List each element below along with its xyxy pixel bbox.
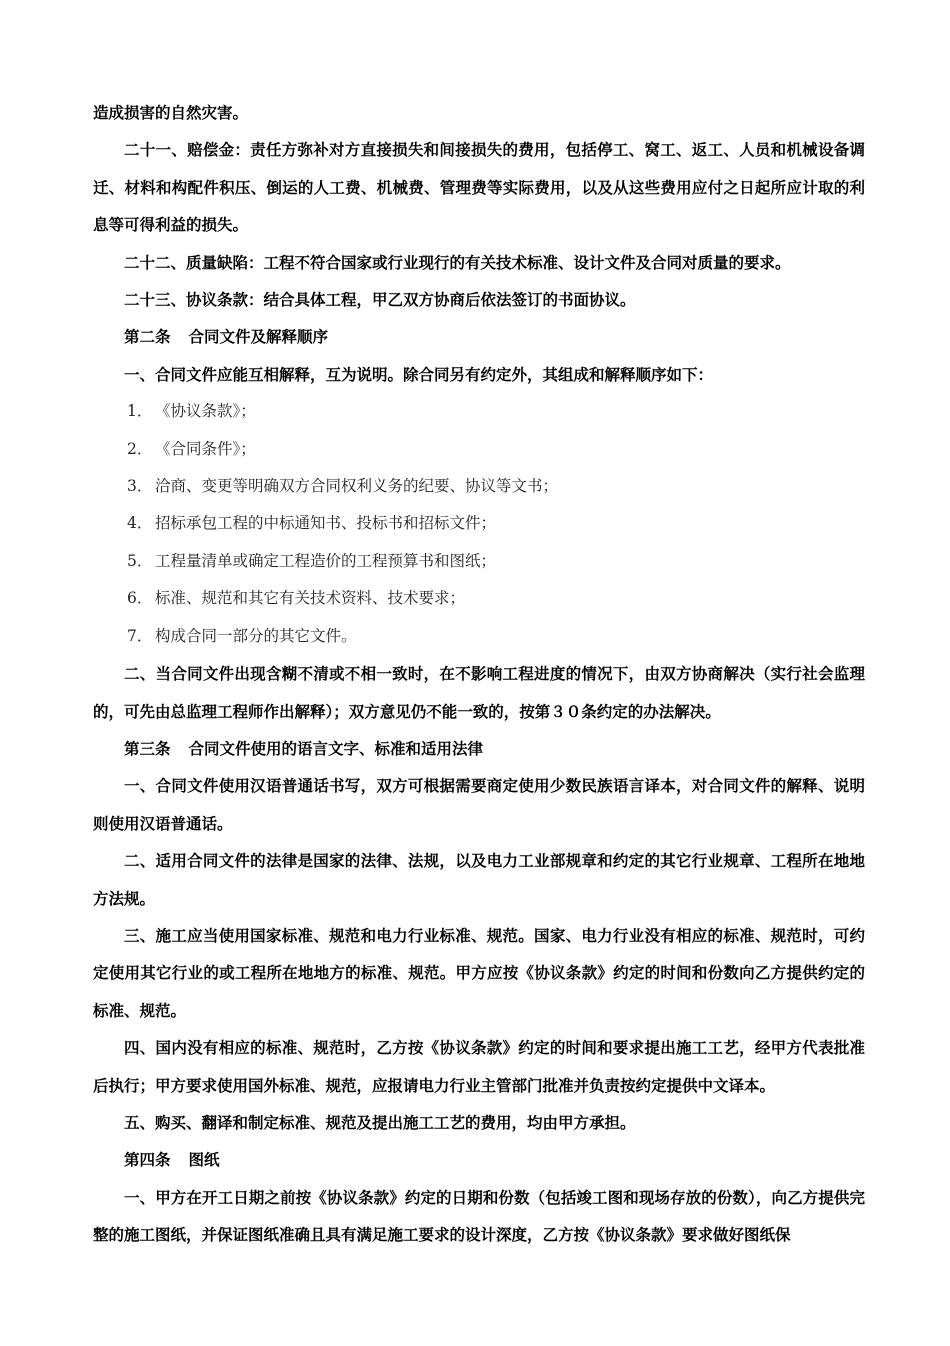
list-item-number: 3． bbox=[127, 477, 153, 496]
article-4-clause-1: 一、甲方在开工日期之前按《协议条款》约定的日期和份数（包括竣工图和现场存放的份数），向乙方提供完整的施工图纸，并保证图纸准确且具有满足施工要求的设计深度，乙方按《协议条款》要求做好图纸保 bbox=[93, 1187, 865, 1245]
list-item-text: 标准、规范和其它有关技术资料、技术要求； bbox=[155, 589, 466, 608]
article-4-heading bbox=[93, 1141, 865, 1178]
list-item bbox=[93, 393, 865, 430]
list-item-number: 4． bbox=[127, 514, 153, 533]
article-3-clause-3: 三、施工应当使用国家标准、规范和电力行业标准、规范。国家、电力行业没有相应的标准、规范时，可约定使用其它行业的或工程所在地地方的标准、规范。甲方应按《协议条款》约定的时间和份数向乙方提供约定的标准、规范。 bbox=[93, 925, 865, 1020]
list-item-number: 1． bbox=[127, 402, 153, 421]
article-2-title: 合同文件及解释顺序 bbox=[188, 327, 329, 347]
article-3-clause-4: 四、国内没有相应的标准、规范时，乙方按《协议条款》约定的时间和要求提出施工工艺，经甲方代表批准后执行；甲方要求使用国外标准、规范，应报请电力行业主管部门批准并负责按约定提供中文译本。 bbox=[93, 1038, 865, 1095]
list-item-number: 5． bbox=[127, 551, 153, 570]
article-4-title: 图纸 bbox=[188, 1150, 220, 1170]
article-3-clause-2: 二、适用合同文件的法律是国家的法律、法规，以及电力工业部规章和约定的其它行业规章、工程所在地地方法规。 bbox=[93, 851, 865, 908]
list-item-number: 7． bbox=[127, 626, 153, 645]
article-3-heading bbox=[93, 730, 865, 767]
list-item bbox=[93, 618, 865, 655]
article-2-heading bbox=[93, 318, 865, 355]
list-item bbox=[93, 431, 865, 468]
list-item bbox=[93, 468, 865, 505]
list-item bbox=[93, 580, 865, 617]
article-2-number: 第二条 bbox=[124, 327, 171, 347]
article-3-clause-1: 一、合同文件使用汉语普通话书写，双方可根据需要商定使用少数民族语言译本，对合同文件的解释、说明则使用汉语普通话。 bbox=[93, 776, 865, 833]
list-item-number: 6． bbox=[127, 589, 153, 608]
document-body bbox=[93, 94, 865, 1254]
list-item bbox=[93, 505, 865, 542]
article-2-clause-1: 一、合同文件应能互相解释，互为说明。除合同另有约定外，其组成和解释顺序如下： bbox=[124, 364, 714, 384]
paragraph-natural-disaster-tail: 造成损害的自然灾害。 bbox=[93, 103, 249, 122]
list-item-text: 工程量清单或确定工程造价的工程预算书和图纸； bbox=[155, 551, 497, 570]
article-3-clause-5: 五、购买、翻译和制定标准、规范及提出施工工艺的费用，均由甲方承担。 bbox=[124, 1112, 636, 1132]
paragraph-compensation: 二十一、赔偿金：责任方弥补对方直接损失和间接损失的费用，包括停工、窝工、返工、人员和机械设备调迁、材料和构配件积压、倒运的人工费、机械费、管理费等实际费用，以及从这些费用应付之日起所应计取的利息等可得利益的损失。 bbox=[93, 140, 865, 235]
paragraph-quality-defect: 二十二、质量缺陷：工程不符合国家或行业现行的有关技术标准、设计文件及合同对质量的要求。 bbox=[124, 252, 791, 272]
article-3-number: 第三条 bbox=[124, 738, 171, 758]
list-item-text: 《合同条件》； bbox=[155, 439, 256, 458]
list-item-text: 《协议条款》； bbox=[155, 402, 256, 421]
list-item-text: 招标承包工程的中标通知书、投标书和招标文件； bbox=[155, 514, 497, 533]
list-item-number: 2． bbox=[127, 439, 153, 458]
article-2-clause-2: 二、当合同文件出现含糊不清或不相一致时，在不影响工程进度的情况下，由双方协商解决（实行社会监理的，可先由总监理工程师作出解释）；双方意见仍不能一致的，按第３０条约定的办法解决。 bbox=[93, 664, 865, 721]
article-4-number: 第四条 bbox=[124, 1150, 171, 1170]
list-item-text: 洽商、变更等明确双方合同权利义务的纪要、协议等文书； bbox=[155, 477, 559, 496]
list-item bbox=[93, 543, 865, 580]
article-3-title: 合同文件使用的语言文字、标准和适用法律 bbox=[188, 738, 484, 758]
list-item-text: 构成合同一部分的其它文件。 bbox=[155, 626, 357, 645]
paragraph-agreement-terms: 二十三、协议条款：结合具体工程，甲乙双方协商后依法签订的书面协议。 bbox=[124, 290, 636, 310]
